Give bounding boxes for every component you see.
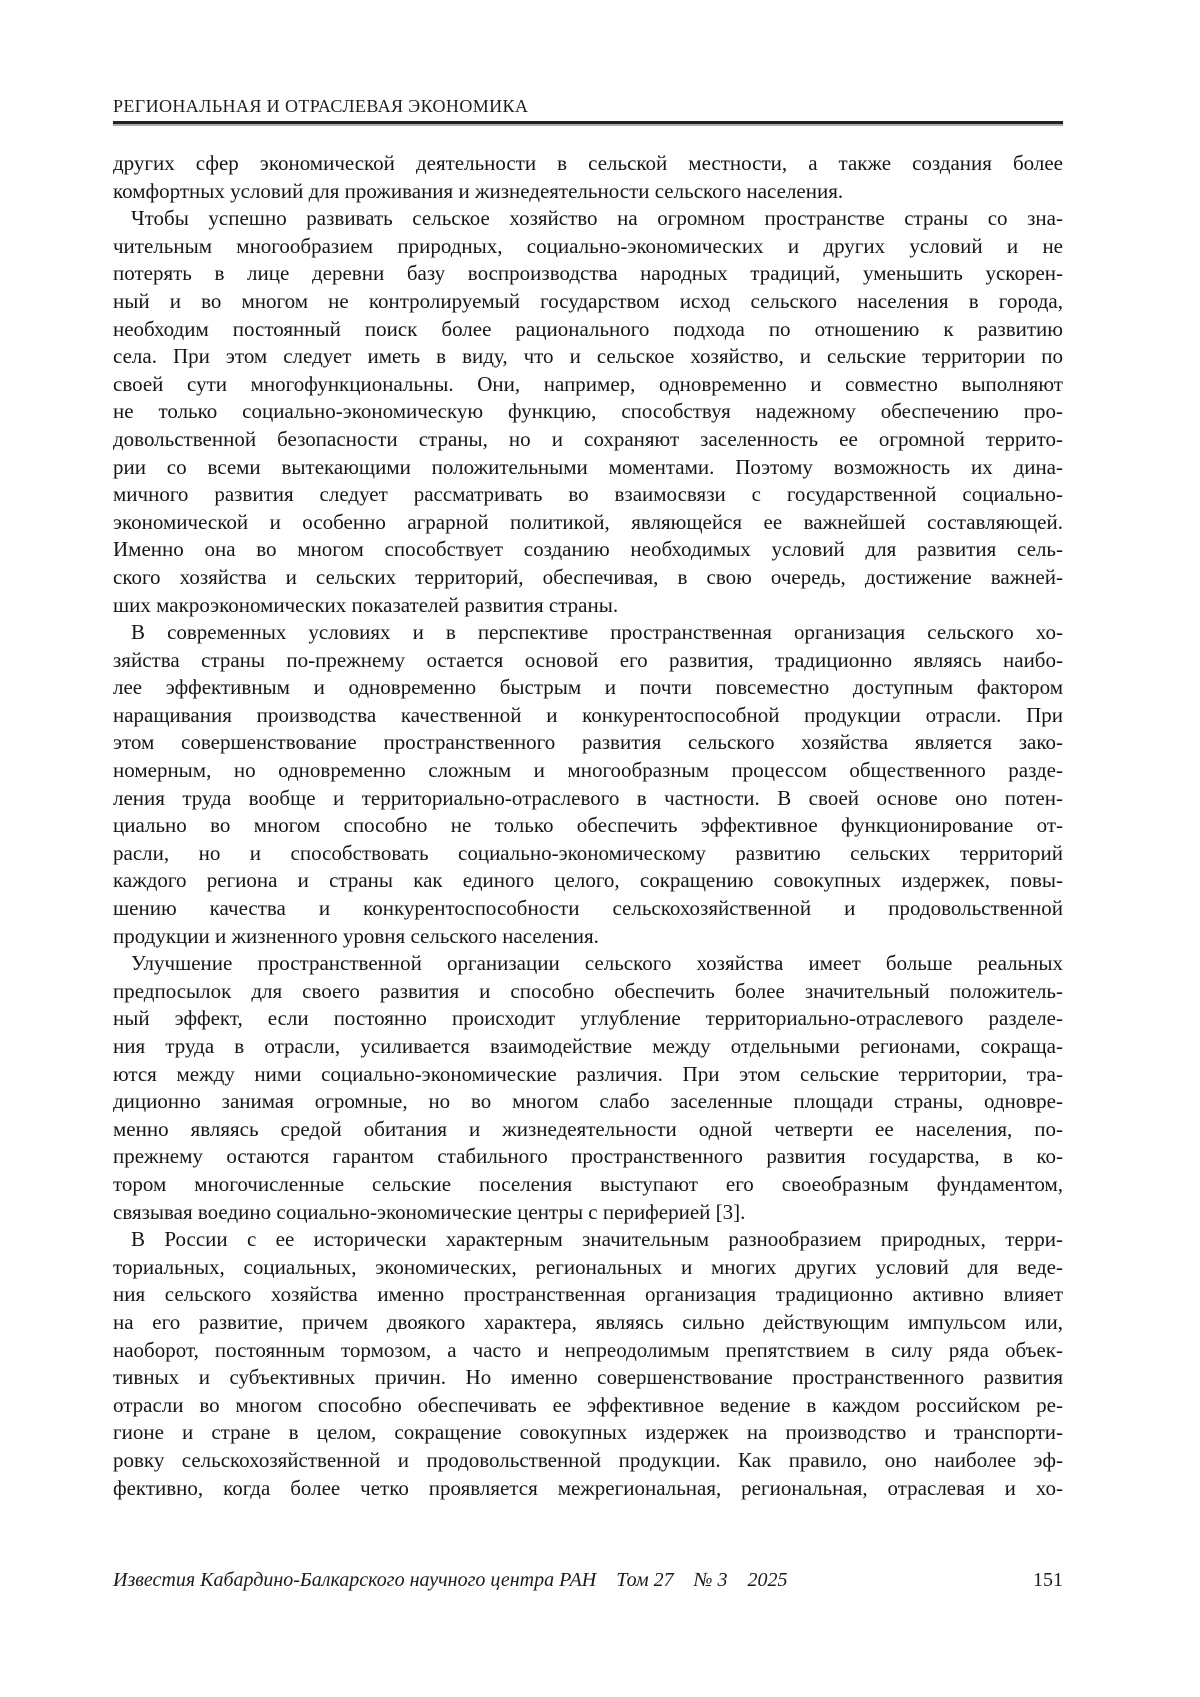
text-line: прежнему остаются гарантом стабильного пространственного развития государства, в ко- [113,1144,1063,1169]
page-footer [113,1569,1063,1592]
text-line: тором многочисленные сельские поселения выступают его своеобразным фундаментом, [113,1171,1063,1196]
text-line: отрасли во многом способно обеспечивать ее эффективное ведение в каждом российском ре- [113,1392,1063,1417]
text-line: предпосылок для своего развития и способно обеспечить более значительный положитель- [113,978,1063,1003]
text-line: ный эффект, если постоянно происходит углубление территориально-отраслевого разделе- [113,1006,1063,1031]
text-line: потерять в лице деревни базу воспроизводства народных традиций, уменьшить ускорен- [113,261,1063,286]
text-line: ского хозяйства и сельских территорий, обеспечивая, в свою очередь, достижение важней- [113,564,1063,589]
text-line: ный и во многом не контролируемый государством исход сельского населения в города, [113,288,1063,313]
text-line: своей сути многофункциональны. Они, например, одновременно и совместно выполняют [113,371,1063,396]
running-header [113,95,1063,124]
page-number: 151 [1033,1569,1063,1591]
text-line: комфортных условий для проживания и жизнедеятельности сельского населения. [113,178,844,203]
text-line: связывая воедино социально-экономические центры с периферией [3]. [113,1199,746,1224]
text-line: этом совершенствование пространственного развития сельского хозяйства является зако- [113,730,1063,755]
text-line: ториальных, социальных, экономических, региональных и многих других условий для веде- [113,1254,1063,1279]
text-line: ния сельского хозяйства именно пространственная организация традиционно активно влияет [113,1282,1063,1307]
text-line: наоборот, постоянным тормозом, а часто и непреодолимым препятствием в силу ряда объек- [113,1337,1063,1362]
text-line: на его развитие, причем двоякого характера, являясь сильно действующим импульсом или, [113,1309,1063,1334]
text-line: тивных и субъективных причин. Но именно совершенствование пространственного развития [113,1365,1063,1390]
header-rule [113,121,1063,124]
paragraph [113,205,1063,619]
text-line: фективно, когда более четко проявляется межрегиональная, региональная, отраслевая и хо- [113,1475,1063,1500]
text-line: В современных условиях и в перспективе пространственная организация сельского хо- [131,620,1063,645]
text-line: экономической и особенно аграрной политикой, являющейся ее важнейшей составляющей. [113,509,1063,534]
journal-issue: № 3 [693,1569,728,1591]
text-line: необходим постоянный поиск более рационального подхода по отношению к развитию [113,316,1063,341]
text-line: ших макроэкономических показателей развития страны. [113,592,619,617]
paragraph [113,950,1063,1226]
text-line: менно являясь средой обитания и жизнедеятельности одной четверти ее населения, по- [113,1116,1063,1141]
text-line: других сфер экономической деятельности в сельской местности, а также создания более [113,151,1063,175]
article-body [113,150,1063,1502]
text-line: номерным, но одновременно сложным и многообразным процессом общественного разде- [113,758,1063,783]
journal-volume: Том 27 [616,1569,674,1591]
text-line: расли, но и способствовать социально-экономическому развитию сельских территорий [113,840,1063,865]
text-line: наращивания производства качественной и конкурентоспособной продукции отрасли. При [113,702,1063,727]
text-line: каждого региона и страны как единого целого, сокращению совокупных издержек, повы- [113,868,1063,893]
text-line: ния труда в отрасли, усиливается взаимодействие между отдельными регионами, сокраща- [113,1034,1063,1058]
text-line: ровку сельскохозяйственной и продовольственной продукции. Как правило, оно наиболее эф- [113,1447,1063,1472]
paragraph [113,619,1063,950]
text-line: ления труда вообще и территориально-отраслевого в частности. В своей основе оно потен- [113,785,1063,810]
text-line: чительным многообразием природных, социально-экономических и других условий и не [113,233,1063,258]
text-line: Улучшение пространственной организации сельского хозяйства имеет больше реальных [131,951,1063,976]
text-line: шению качества и конкурентоспособности сельскохозяйственной и продовольственной [113,896,1063,921]
text-line: Именно она во многом способствует созданию необходимых условий для развития сель- [113,537,1063,562]
text-line: гионе и стране в целом, сокращение совокупных издержек на производство и транспорти- [113,1420,1063,1445]
text-line: села. При этом следует иметь в виду, что и сельское хозяйство, и сельские территории по [113,344,1063,369]
text-line: продукции и жизненного уровня сельского населения. [113,923,599,948]
text-line: Чтобы успешно развивать сельское хозяйство на огромном пространстве страны со зна- [131,206,1063,231]
paragraph [113,150,1063,205]
running-header-title: РЕГИОНАЛЬНАЯ И ОТРАСЛЕВАЯ ЭКОНОМИКА [113,96,529,116]
text-line: диционно занимая огромные, но во многом слабо заселенные площади страны, одновре- [113,1089,1063,1114]
text-line: ются между ними социально-экономические различия. При этом сельские территории, тра- [113,1061,1063,1086]
journal-line [113,1569,788,1592]
text-line: В России с ее исторически характерным значительным разнообразием природных, терри- [131,1227,1063,1252]
text-line: рии со всеми вытекающими положительными моментами. Поэтому возможность их дина- [113,454,1063,479]
text-line: лее эффективным и одновременно быстрым и почти повсеместно доступным фактором [113,675,1063,700]
journal-year: 2025 [747,1569,788,1591]
text-line: не только социально-экономическую функцию, способствуя надежному обеспечению про- [113,399,1063,424]
text-line: циально во многом способно не только обеспечить эффективное функционирование от- [113,813,1063,838]
paragraph [113,1226,1063,1502]
text-line: мичного развития следует рассматривать во взаимосвязи с государственной социально- [113,482,1063,507]
text-line: зяйства страны по-прежнему остается основой его развития, традиционно являясь наибо- [113,647,1063,672]
journal-title: Известия Кабардино-Балкарского научного центра РАН [113,1569,597,1591]
text-line: довольственной безопасности страны, но и сохраняют заселенность ее огромной террито- [113,426,1063,451]
